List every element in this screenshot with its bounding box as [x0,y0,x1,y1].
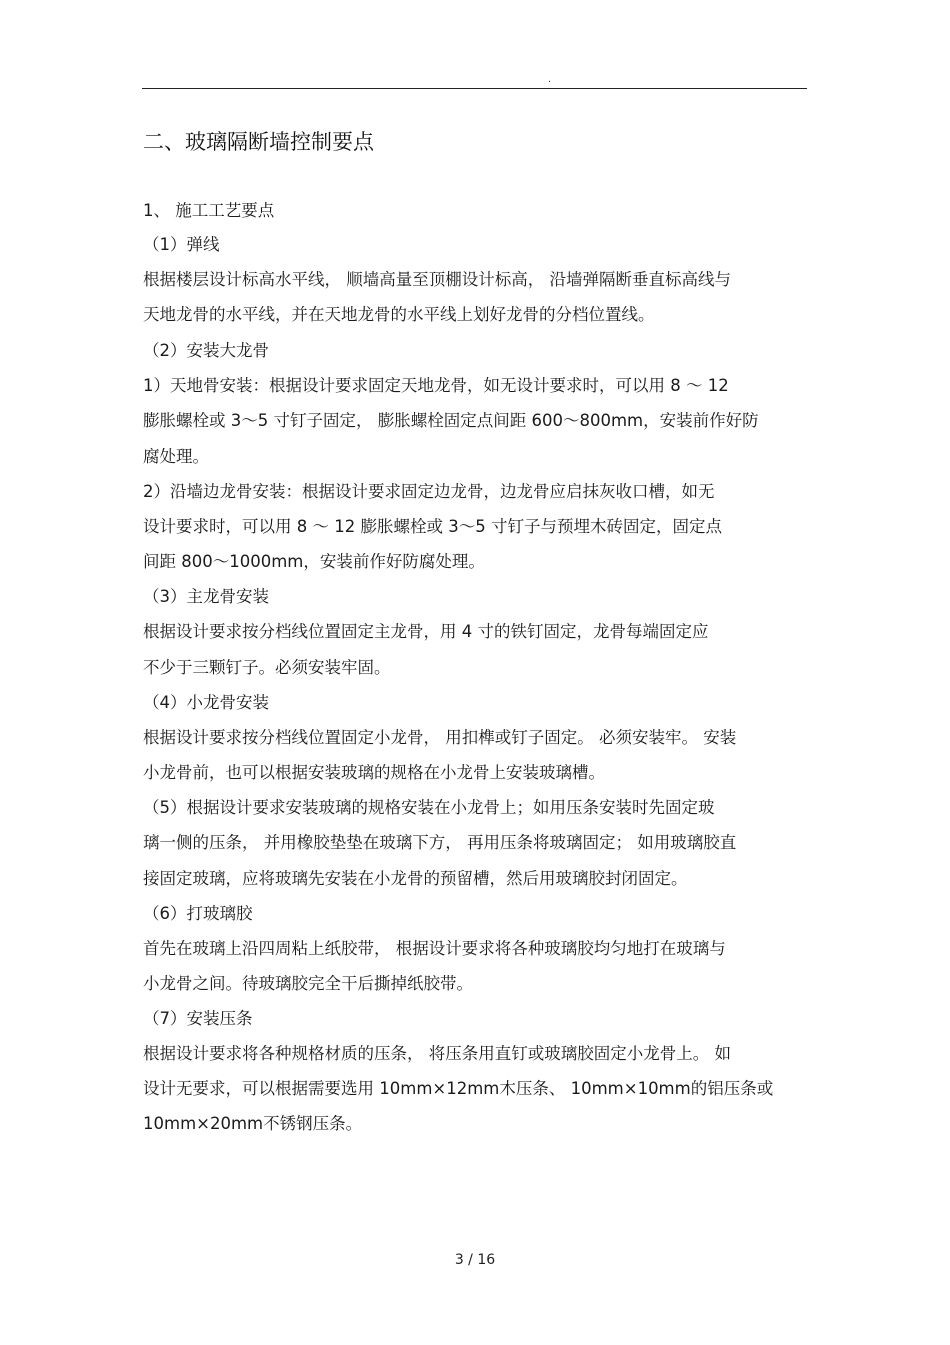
header-mark: . [548,74,552,85]
body-line: （5）根据设计要求安装玻璃的规格安装在小龙骨上；如用压条安装时先固定玻 [143,798,715,817]
body-line: 1）天地骨安装：根据设计要求固定天地龙骨，如无设计要求时，可以用 8 ～ 12 [143,376,729,395]
body-line: 根据设计要求按分档线位置固定主龙骨，用 4 寸的铁钉固定，龙骨每端固定应 [143,622,709,641]
body-line: 天地龙骨的水平线，并在天地龙骨的水平线上划好龙骨的分档位置线。 [143,305,655,324]
body-line: 2）沿墙边龙骨安装：根据设计要求固定边龙骨，边龙骨应启抹灰收口槽，如无 [143,482,715,501]
body-line: （1）弹线 [143,235,220,254]
body-line: （4）小龙骨安装 [143,693,269,712]
body-line: （2）安装大龙骨 [143,341,269,360]
body-line: 小龙骨前，也可以根据安装玻璃的规格在小龙骨上安装玻璃槽。 [143,763,605,782]
body-line: （3）主龙骨安装 [143,587,269,606]
body-line: 小龙骨之间。待玻璃胶完全干后撕掉纸胶带。 [143,974,473,993]
body-line: 首先在玻璃上沿四周粘上纸胶带， 根据设计要求将各种玻璃胶均匀地打在玻璃与 [143,939,726,958]
body-line: 根据设计要求按分档线位置固定小龙骨， 用扣榫或钉子固定。 必须安装牢。 安装 [143,728,737,747]
body-line: 接固定玻璃，应将玻璃先安装在小龙骨的预留槽，然后用玻璃胶封闭固定。 [143,869,688,888]
body-line: 根据楼层设计标高水平线， 顺墙高量至顶棚设计标高， 沿墙弹隔断垂直标高线与 [143,270,731,289]
body-line: 根据设计要求将各种规格材质的压条， 将压条用直钉或玻璃胶固定小龙骨上。 如 [143,1044,731,1063]
body-line: （7）安装压条 [143,1009,253,1028]
body-line: 腐处理。 [143,447,209,466]
body-line: 1、 施工工艺要点 [143,201,275,220]
header-rule [142,88,807,89]
body-line: 10mm×20mm不锈钢压条。 [143,1114,363,1133]
body-line: 璃一侧的压条， 并用橡胶垫垫在玻璃下方， 再用压条将玻璃固定； 如用玻璃胶直 [143,833,737,852]
body-line: 不少于三颗钉子。必须安装牢固。 [143,658,391,677]
body-line: 设计要求时，可以用 8 ～ 12 膨胀螺栓或 3～5 寸钉子与预埋木砖固定，固定点 [143,517,722,536]
body-line: （6）打玻璃胶 [143,904,253,923]
section-title: 二、玻璃隔断墙控制要点 [143,130,374,154]
page-number: 3 / 16 [454,1252,496,1268]
body-line: 设计无要求，可以根据需要选用 10mm×12mm木压条、 10mm×10mm的铝压条或 [143,1079,774,1098]
body-line: 膨胀螺栓或 3～5 寸钉子固定， 膨胀螺栓固定点间距 600～800mm，安装前作好防 [143,411,759,430]
body-line: 间距 800～1000mm，安装前作好防腐处理。 [143,552,485,571]
